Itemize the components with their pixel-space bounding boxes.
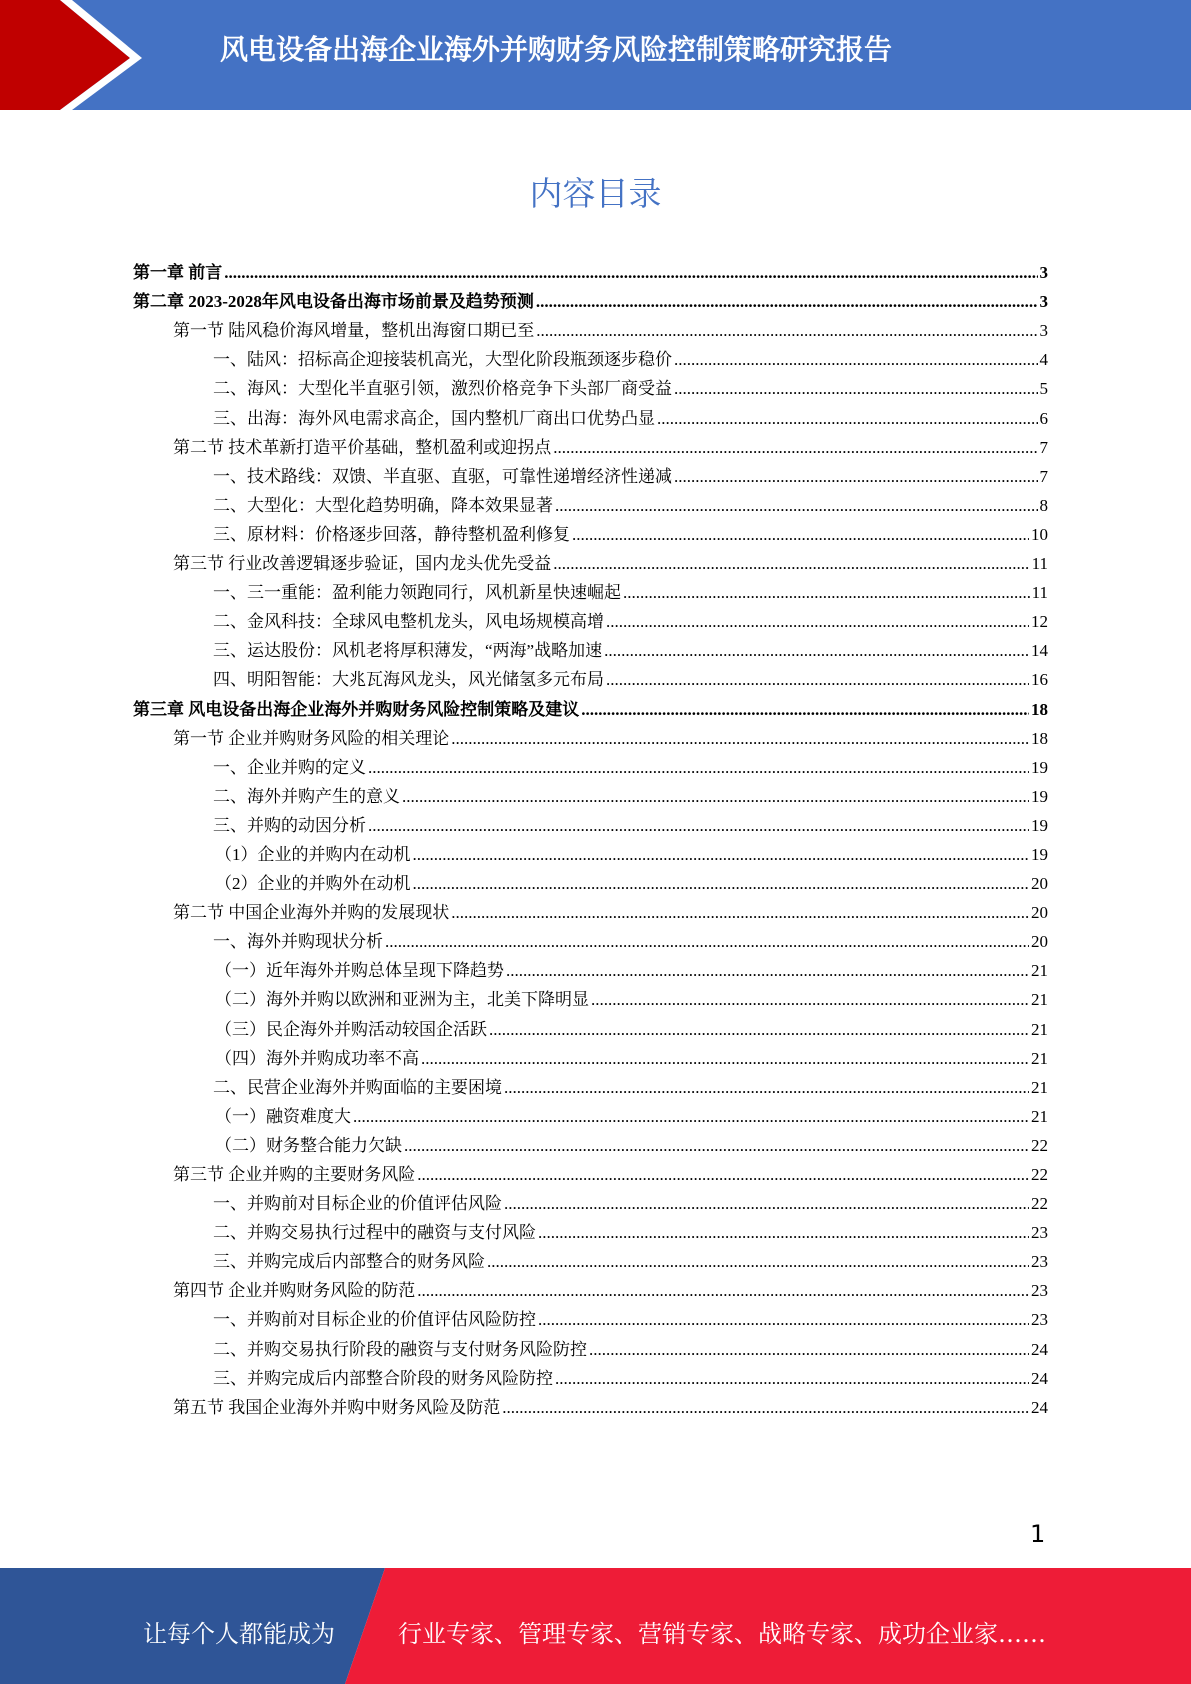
toc-entry[interactable] <box>133 458 1048 487</box>
toc-entry-label: （四）海外并购成功率不高 <box>215 1048 419 1068</box>
toc-entry-page: 16 <box>1031 670 1048 690</box>
leader-dots <box>451 729 1029 749</box>
leader-dots <box>538 1310 1029 1330</box>
leader-dots <box>553 554 1029 574</box>
toc-entry[interactable] <box>133 661 1048 690</box>
toc-entry-label: 一、技术路线：双馈、半直驱、直驱，可靠性递增经济性递减 <box>213 466 672 486</box>
leader-dots <box>536 292 1038 312</box>
toc-entry[interactable] <box>133 1243 1048 1272</box>
toc-entry-page: 22 <box>1031 1194 1048 1214</box>
toc-entry-label: 一、企业并购的定义 <box>213 757 366 777</box>
toc-entry-label: 二、并购交易执行阶段的融资与支付财务风险防控 <box>213 1339 587 1359</box>
toc-entry[interactable] <box>133 545 1048 574</box>
leader-dots <box>589 1340 1029 1360</box>
toc-entry-label: 第二节 中国企业海外并购的发展现状 <box>173 903 450 923</box>
toc-entry[interactable] <box>133 807 1048 836</box>
toc-entry-label: 第二章 2023-2028年风电设备出海市场前景及趋势预测 <box>133 292 534 312</box>
toc-entry[interactable] <box>133 341 1048 370</box>
toc-entry[interactable] <box>133 516 1048 545</box>
leader-dots <box>417 1165 1029 1185</box>
leader-dots <box>504 1078 1029 1098</box>
leader-dots <box>417 1281 1029 1301</box>
leader-dots <box>674 379 1038 399</box>
toc-entry-label: 第三章 风电设备出海企业海外并购财务风险控制策略及建议 <box>133 699 580 719</box>
footer-slogan-left: 让每个人都能成为 <box>143 1620 335 1648</box>
toc-entry-page: 22 <box>1031 1165 1048 1184</box>
leader-dots <box>402 787 1029 807</box>
toc-entry-label: （二）财务整合能力欠缺 <box>215 1135 402 1155</box>
toc-entry[interactable] <box>133 632 1048 661</box>
toc-heading: 内容目录 <box>529 174 662 213</box>
leader-dots <box>674 467 1038 487</box>
leader-dots <box>404 1136 1029 1156</box>
toc-entry[interactable] <box>133 952 1048 981</box>
leader-dots <box>504 1194 1029 1214</box>
toc-entry[interactable] <box>133 254 1048 283</box>
toc-entry[interactable] <box>133 370 1048 399</box>
page-footer <box>0 1568 1191 1684</box>
toc-entry[interactable] <box>133 603 1048 632</box>
toc-entry-page: 23 <box>1031 1281 1048 1301</box>
toc-entry-page: 19 <box>1031 786 1048 806</box>
toc-entry-page: 21 <box>1031 961 1048 981</box>
toc-entry-label: 三、并购完成后内部整合的财务风险 <box>213 1252 485 1272</box>
toc-entry-label: 三、并购的动因分析 <box>213 815 366 835</box>
toc-entry[interactable] <box>133 283 1048 312</box>
leader-dots <box>421 1049 1029 1069</box>
toc-entry-label: （1）企业的并购内在动机 <box>215 844 411 864</box>
toc-entry[interactable] <box>133 1010 1048 1039</box>
leader-dots <box>657 409 1038 429</box>
toc-entry[interactable] <box>133 1272 1048 1301</box>
table-of-contents <box>133 254 1048 1418</box>
toc-entry-page: 19 <box>1031 815 1048 835</box>
toc-entry-label: （2）企业的并购外在动机 <box>215 874 411 894</box>
toc-entry-page: 23 <box>1031 1310 1048 1330</box>
toc-entry-page: 22 <box>1031 1135 1048 1155</box>
toc-entry[interactable] <box>133 690 1048 719</box>
toc-entry-page: 7 <box>1039 437 1048 457</box>
toc-entry-label: 三、原材料：价格逐步回落，静待整机盈利修复 <box>213 524 570 544</box>
toc-entry-page: 18 <box>1031 699 1048 719</box>
toc-entry-label: 一、三一重能：盈利能力领跑同行，风机新星快速崛起 <box>213 583 621 603</box>
toc-entry[interactable] <box>133 981 1048 1010</box>
toc-entry-page: 6 <box>1039 408 1048 428</box>
toc-entry[interactable] <box>133 894 1048 923</box>
toc-entry-label: 一、海外并购现状分析 <box>213 932 383 952</box>
toc-entry-label: 三、运达股份：风机老将厚积薄发，“两海”战略加速 <box>213 641 603 661</box>
toc-entry[interactable] <box>133 865 1048 894</box>
toc-entry-page: 20 <box>1031 932 1048 952</box>
toc-entry-page: 7 <box>1039 466 1048 486</box>
leader-dots <box>451 903 1029 923</box>
leader-dots <box>368 758 1029 778</box>
leader-dots <box>385 932 1029 952</box>
toc-entry[interactable] <box>133 312 1048 341</box>
leader-dots <box>555 496 1038 516</box>
footer-slogan-right: 行业专家、管理专家、营销专家、战略专家、成功企业家…… <box>398 1620 1046 1648</box>
leader-dots <box>555 1369 1029 1389</box>
toc-entry-page: 8 <box>1039 495 1048 515</box>
toc-entry-label: （三）民企海外并购活动较国企活跃 <box>215 1019 487 1039</box>
toc-entry-label: 第三节 企业并购的主要财务风险 <box>173 1165 416 1184</box>
toc-entry[interactable] <box>133 1389 1048 1418</box>
toc-entry-page: 19 <box>1031 844 1048 864</box>
toc-entry-page: 18 <box>1031 728 1048 748</box>
toc-entry-label: 二、金风科技：全球风电整机龙头，风电场规模高增 <box>213 612 604 632</box>
toc-entry-label: 第四节 企业并购财务风险的防范 <box>173 1281 416 1301</box>
toc-entry[interactable] <box>133 1214 1048 1243</box>
leader-dots <box>606 670 1029 690</box>
toc-entry-label: 二、海外并购产生的意义 <box>213 786 400 806</box>
toc-entry[interactable] <box>133 1360 1048 1389</box>
toc-entry-label: 第一章 前言 <box>133 263 223 283</box>
toc-entry-page: 14 <box>1031 641 1048 661</box>
leader-dots <box>538 1223 1029 1243</box>
toc-entry-page: 4 <box>1039 350 1048 370</box>
leader-dots <box>502 1398 1029 1418</box>
toc-entry-page: 19 <box>1031 757 1048 777</box>
leader-dots <box>606 612 1029 632</box>
toc-entry[interactable] <box>133 429 1048 458</box>
leader-dots <box>413 845 1030 865</box>
chevron-decoration <box>0 0 200 110</box>
leader-dots <box>604 641 1029 661</box>
toc-entry-label: （二）海外并购以欧洲和亚洲为主，北美下降明显 <box>215 990 589 1010</box>
toc-entry-label: 第三节 行业改善逻辑逐步验证，国内龙头优先受益 <box>173 554 552 574</box>
toc-entry[interactable] <box>133 487 1048 516</box>
leader-dots <box>674 350 1038 370</box>
toc-entry[interactable] <box>133 1069 1048 1098</box>
toc-entry[interactable] <box>133 1040 1048 1069</box>
toc-entry-page: 10 <box>1031 524 1048 544</box>
leader-dots <box>536 321 1037 341</box>
toc-entry-page: 3 <box>1039 292 1048 312</box>
toc-entry-label: 第二节 技术革新打造平价基础，整机盈利或迎拐点 <box>173 437 552 457</box>
report-title: 风电设备出海企业海外并购财务风险控制策略研究报告 <box>220 33 893 66</box>
toc-entry[interactable] <box>133 1098 1048 1127</box>
toc-entry-page: 21 <box>1031 990 1048 1010</box>
toc-entry[interactable] <box>133 574 1048 603</box>
toc-entry[interactable] <box>133 778 1048 807</box>
toc-entry-page: 23 <box>1031 1252 1048 1272</box>
leader-dots <box>224 263 1037 283</box>
toc-entry-label: 一、陆风：招标高企迎接装机高光，大型化阶段瓶颈逐步稳价 <box>213 350 672 370</box>
toc-entry[interactable] <box>133 1156 1048 1185</box>
leader-dots <box>368 816 1029 836</box>
toc-entry-page: 11 <box>1031 583 1048 603</box>
toc-entry-label: 第五节 我国企业海外并购中财务风险及防范 <box>173 1397 501 1417</box>
toc-entry-label: 一、并购前对目标企业的价值评估风险防控 <box>213 1310 536 1330</box>
leader-dots <box>553 438 1037 458</box>
toc-entry-page: 11 <box>1031 554 1048 574</box>
toc-entry-page: 12 <box>1031 612 1048 632</box>
toc-entry-label: 四、明阳智能：大兆瓦海风龙头，风光储氢多元布局 <box>213 670 604 690</box>
toc-entry-page: 5 <box>1039 379 1048 399</box>
toc-entry-page: 24 <box>1031 1397 1048 1417</box>
toc-entry[interactable] <box>133 923 1048 952</box>
leader-dots <box>487 1252 1029 1272</box>
toc-entry-label: 一、并购前对目标企业的价值评估风险 <box>213 1194 502 1214</box>
toc-entry-label: 三、并购完成后内部整合阶段的财务风险防控 <box>213 1368 553 1388</box>
toc-entry-page: 21 <box>1031 1077 1048 1097</box>
toc-entry[interactable] <box>133 399 1048 428</box>
toc-entry-label: 二、大型化：大型化趋势明确，降本效果显著 <box>213 495 553 515</box>
leader-dots <box>581 700 1029 720</box>
leader-dots <box>572 525 1029 545</box>
leader-dots <box>591 990 1029 1010</box>
toc-entry-label: 二、并购交易执行过程中的融资与支付风险 <box>213 1223 536 1243</box>
toc-entry-label: 二、民营企业海外并购面临的主要困境 <box>213 1077 502 1097</box>
toc-entry-label: 第一节 企业并购财务风险的相关理论 <box>173 728 450 748</box>
leader-dots <box>413 874 1030 894</box>
toc-entry-label: （一）融资难度大 <box>215 1106 351 1126</box>
toc-entry-label: 第一节 陆风稳价海风增量，整机出海窗口期已至 <box>173 321 535 341</box>
leader-dots <box>506 961 1029 981</box>
toc-entry-label: （一）近年海外并购总体呈现下降趋势 <box>215 961 504 981</box>
toc-entry-page: 20 <box>1031 903 1048 923</box>
toc-entry-page: 21 <box>1031 1106 1048 1126</box>
toc-entry[interactable] <box>133 1127 1048 1156</box>
toc-entry-page: 24 <box>1031 1339 1048 1359</box>
toc-entry-page: 20 <box>1031 874 1048 894</box>
toc-entry[interactable] <box>133 1330 1048 1359</box>
toc-entry[interactable] <box>133 836 1048 865</box>
page-number: 1 <box>1030 1520 1046 1548</box>
toc-entry[interactable] <box>133 720 1048 749</box>
toc-entry-page: 21 <box>1031 1019 1048 1039</box>
toc-entry-page: 23 <box>1031 1223 1048 1243</box>
page-header <box>0 0 1191 110</box>
toc-entry-page: 24 <box>1031 1368 1048 1388</box>
toc-entry[interactable] <box>133 1185 1048 1214</box>
toc-entry-page: 21 <box>1031 1048 1048 1068</box>
leader-dots <box>489 1020 1029 1040</box>
leader-dots <box>353 1107 1029 1127</box>
leader-dots <box>623 583 1030 603</box>
toc-entry[interactable] <box>133 749 1048 778</box>
toc-entry[interactable] <box>133 1301 1048 1330</box>
toc-entry-label: 二、海风：大型化半直驱引领，激烈价格竞争下头部厂商受益 <box>213 379 672 399</box>
toc-entry-page: 3 <box>1039 263 1048 283</box>
toc-entry-page: 3 <box>1039 321 1048 341</box>
toc-entry-label: 三、出海：海外风电需求高企，国内整机厂商出口优势凸显 <box>213 408 655 428</box>
